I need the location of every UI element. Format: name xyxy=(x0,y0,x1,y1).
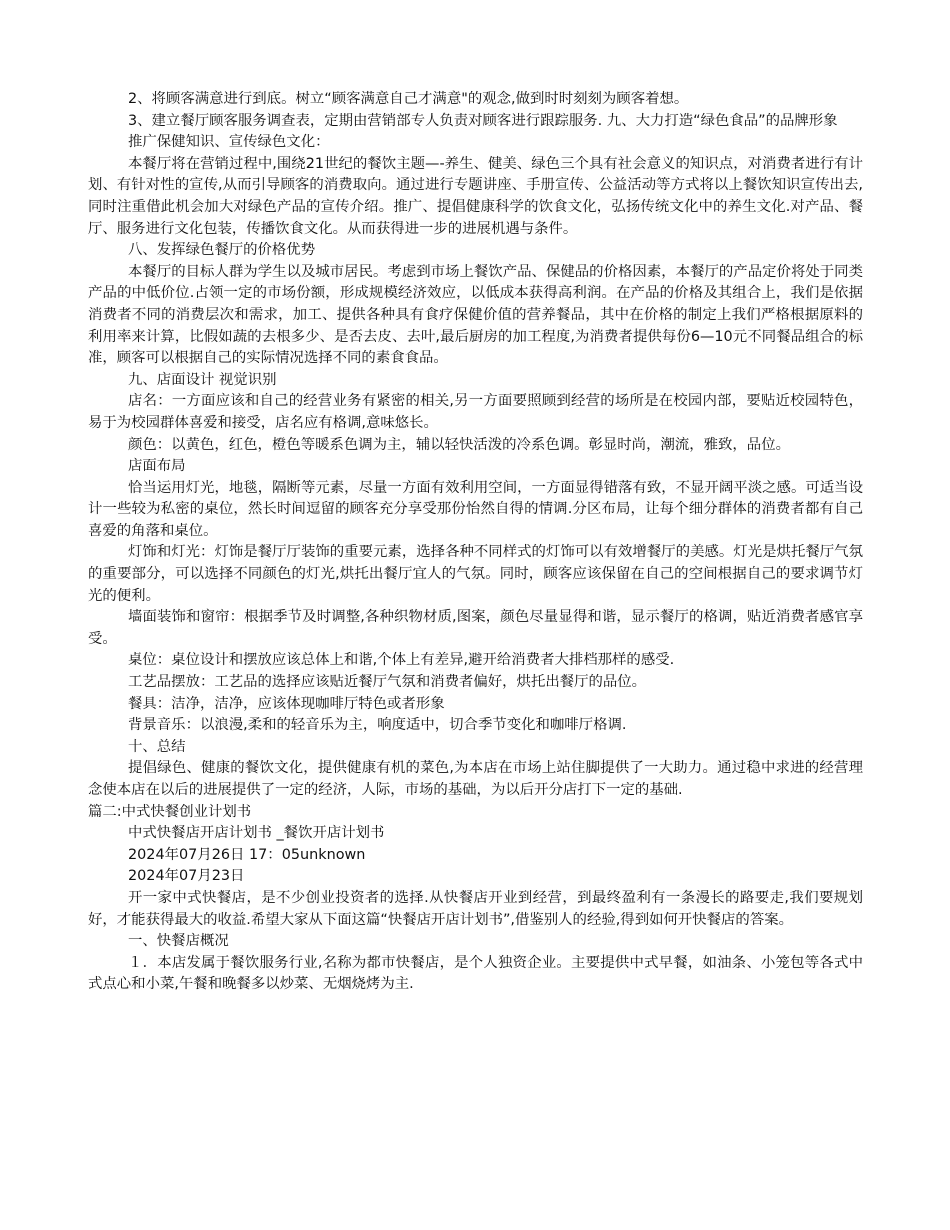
paragraph: 桌位：桌位设计和摆放应该总体上和谐,个体上有差异,避开给消费者大排档那样的感受. xyxy=(128,652,675,669)
date: 2024年07月23日 xyxy=(128,868,245,885)
paragraph: 灯饰和灯光：灯饰是餐厅厅装饰的重要元素，选择各种不同样式的灯饰可以有效增餐厅的美感。灯光是烘托餐厅气氛的重要部分，可以选择不同颜色的灯光,烘托出餐厅宜人的气氛。同时，顾客应该保留在自己的空间根据自己的要求调节灯光的便利。 xyxy=(88,544,863,604)
paragraph: 店面布局 xyxy=(128,458,186,475)
paragraph: 2、将顾客满意进行到底。树立“顾客满意自己才满意"的观念,做到时时刻刻为顾客着想。 xyxy=(128,91,689,107)
section-heading: 九、店面设计 视觉识别 xyxy=(128,371,277,388)
paragraph: 本餐厅的目标人群为学生以及城市居民。考虑到市场上餐饮产品、保健品的价格因素，本餐厅的产品定价将处于同类产品的中低价位.占领一定的市场份额，形成规模经济效应，以低成本获得高利润。在产品的价格及其组合上，我们是依据消费者不同的消费层次和需求，加工、提供各种具有食疗保健价值的营养餐品，其中在价格的制定上我们严格根据原料的利用率来计算，比假如蔬的去根多少、是否去皮、去叶,最后厨房的加工程度,为消费者提供每份6—10元不同餐品组合的标准，顾客可以根据自己的实际情况选择不同的素食食品。 xyxy=(88,263,863,367)
section-heading: 十、总结 xyxy=(128,738,186,755)
paragraph: 工艺品摆放：工艺品的选择应该贴近餐厅气氛和消费者偏好，烘托出餐厅的品位。 xyxy=(128,674,647,691)
article-title: 中式快餐店开店计划书 _餐饮开店计划书 xyxy=(128,825,385,842)
paragraph: 颜色：以黄色，红色，橙色等暖系色调为主，辅以轻快活泼的冷系色调。彰显时尚，潮流，雅致，品位。 xyxy=(128,436,790,453)
paragraph: 背景音乐：以浪漫,柔和的轻音乐为主，响度适中，切合季节变化和咖啡厅格调. xyxy=(128,717,627,734)
paragraph: 恰当运用灯光，地毯，隔断等元素，尽量一方面有效利用空间，一方面显得错落有致，不显开阔平淡之感。可适当设计一些较为私密的桌位，然长时间逗留的顾客充分享受那份怡然自得的情调.分区布局，让每个细分群体的消费者都有自己喜爱的角落和桌位。 xyxy=(88,479,863,539)
section-heading: 一、快餐店概况 xyxy=(128,933,229,950)
paragraph: 3、建立餐厅顾客服务调查表，定期由营销部专人负责对顾客进行跟踪服务. 九、大力打造“绿色食品”的品牌形象 xyxy=(128,112,838,129)
section-heading: 八、发挥绿色餐厅的价格优势 xyxy=(128,242,316,259)
paragraph: 墙面装饰和窗帘：根据季节及时调整,各种织物材质,图案，颜色尽量显得和谐，显示餐厅的格调，贴近消费者感官享受。 xyxy=(88,609,863,647)
paragraph: 提倡绿色、健康的餐饮文化，提供健康有机的菜色,为本店在市场上站住脚提供了一大助力。通过稳中求进的经营理念使本店在以后的进展提供了一定的经济，人际，市场的基础，为以后开分店打下一定的基础. xyxy=(88,760,863,798)
paragraph: 餐具：洁净，洁净，应该体现咖啡厅特色或者形象 xyxy=(128,695,445,712)
paragraph: １．本店发属于餐饮服务行业,名称为都市快餐店，是个人独资企业。主要提供中式早餐，如油条、小笼包等各式中式点心和小菜,午餐和晚餐多以炒菜、无烟烧烤为主. xyxy=(88,954,863,993)
paragraph: 本餐厅将在营销过程中,围绕21世纪的餐饮主题—-养生、健美、绿色三个具有社会意义的知识点，对消费者进行有计划、有针对性的宣传,从而引导顾客的消费取向。通过进行专题讲座、手册宣传、公益活动等方式将以上餐饮知识宣传出去,同时注重借此机会加大对绿色产品的宣传介绍。推广、提倡健康科学的饮食文化，弘扬传统文化中的养生文化.对产品、餐厅、服务进行文化包装，传播饮食文化。从而获得进一步的进展机遇与条件。 xyxy=(88,155,863,237)
paragraph: 开一家中式快餐店，是不少创业投资者的选择.从快餐店开业到经营，到最终盈利有一条漫长的路要走,我们要规划好，才能获得最大的收益.希望大家从下面这篇“快餐店开店计划书”,借鉴别人的经验,得到如何开快餐店的答案。 xyxy=(88,889,863,928)
paragraph: 推广保健知识、宣传绿色文化： xyxy=(128,134,330,151)
timestamp: 2024年07月26日 17：05unknown xyxy=(128,846,366,863)
chapter-heading: 篇二:中式快餐创业计划书 xyxy=(88,803,252,820)
paragraph: 店名：一方面应该和自己的经营业务有紧密的相关,另一方面要照顾到经营的场所是在校园内部，要贴近校园特色，易于为校园群体喜爱和接受，店名应有格调,意味悠长。 xyxy=(88,393,863,431)
document-page xyxy=(88,89,863,996)
